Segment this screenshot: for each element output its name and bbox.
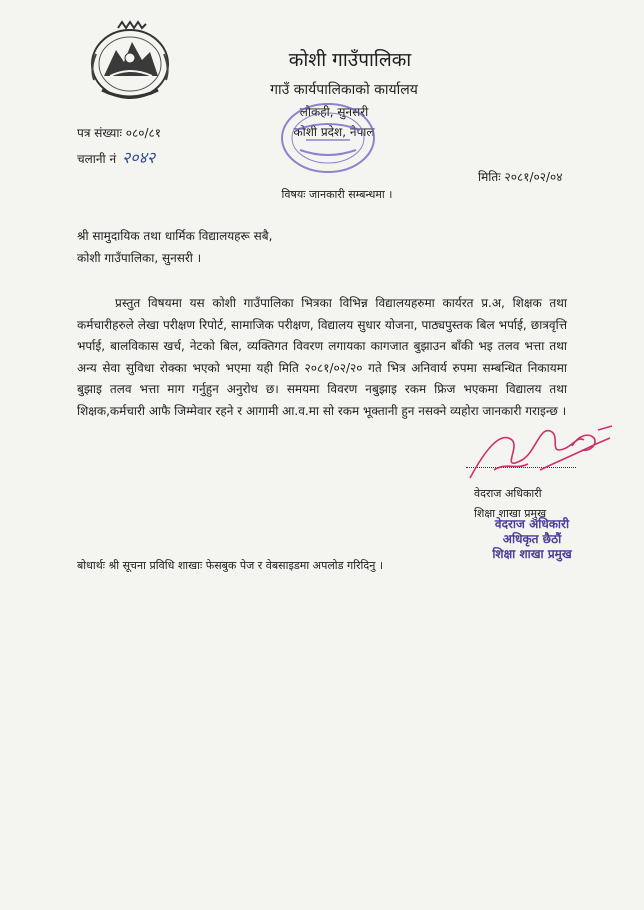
letter-body-text: प्रस्तुत विषयमा यस कोशी गाउँपालिका भित्रका विभिन्न विद्यालयहरुमा कार्यरत प्र.अ, शिक्षक तथा कर्मचारीहरुले लेखा परीक्षण रिपोर्ट, सामाजिक परीक्षण, विद्यालय सुधार योजना, पाठ्यपुस्तक बिल भर्पाई, छात्रवृत्ति भर्पाई, बालविकास खर्च, नेटको बिल, व्यक्तिगत विवरण लगायका कागजात बुझाउन बाँकी भइ तलव भत्ता तथा अन्य सेवा सुविधा रोक्का भएको भएमा यही मिति २०८१/०२/२० गते भित्र अनिवार्य रुपमा सम्बन्धित निकायमा बुझाइ तलव भत्ता माग गर्नुहुन अनुरोध छ। समयमा विवरण नबुझाइ रकम फ्रिज भएकमा विद्यालय तथा शिक्षक,कर्मचारी आफै जिम्मेवार रहने र आगामी आ.व.मा सो रकम भूक्तानी हुन नसक्ने व्यहोरा जानकारी गराइन्छ । (77, 296, 567, 418)
stamp-rank: अधिकृत छैठौं (502, 532, 562, 546)
copy-to-note: बोधार्थः श्री सूचना प्रविधि शाखाः फेसबुक पेज र वेबसाइडमा अपलोड गरिदिनु । (77, 559, 384, 572)
letter-number-label: पत्र संख्याः (77, 126, 122, 140)
letter-number-value: ०८०/८१ (125, 126, 161, 140)
organization-name: कोशी गाउँपालिका (288, 49, 412, 71)
dispatch-number-label: चलानी नं (77, 152, 117, 166)
letter-body (77, 293, 567, 423)
signature-line (466, 467, 576, 468)
dispatch-number (77, 146, 155, 168)
stamp-name: वेदराज अधिकारी (494, 517, 570, 531)
subject-line: विषयः जानकारी सम्बन्धमा । (281, 188, 393, 201)
address-line-2: कोशी प्रदेश, नेपाल (293, 125, 375, 139)
office-name: गाउँ कार्यपालिकाको कार्यालय (270, 82, 418, 98)
letter-date (478, 168, 563, 185)
stamp-title: शिक्षा शाखा प्रमुख (492, 547, 572, 561)
date-value: २०८१/०२/०४ (504, 170, 563, 184)
handwritten-signature-icon (470, 426, 612, 478)
addressee (77, 225, 272, 269)
signatory-title: शिक्षा शाखा प्रमुख (474, 507, 547, 520)
address-line-1: लौकही, सुनसरी (299, 105, 369, 119)
signatory-stamp (476, 517, 588, 562)
letter-number (77, 124, 161, 141)
dispatch-number-value: २०४२ (121, 148, 156, 167)
date-label: मितिः (478, 170, 501, 184)
addressee-line-2: कोशी गाउँपालिका, सुनसरी । (77, 251, 202, 265)
addressee-line-1: श्री सामुदायिक तथा धार्मिक विद्यालयहरू सबै, (77, 229, 273, 243)
signatory-name: वेदराज अधिकारी (474, 487, 542, 500)
